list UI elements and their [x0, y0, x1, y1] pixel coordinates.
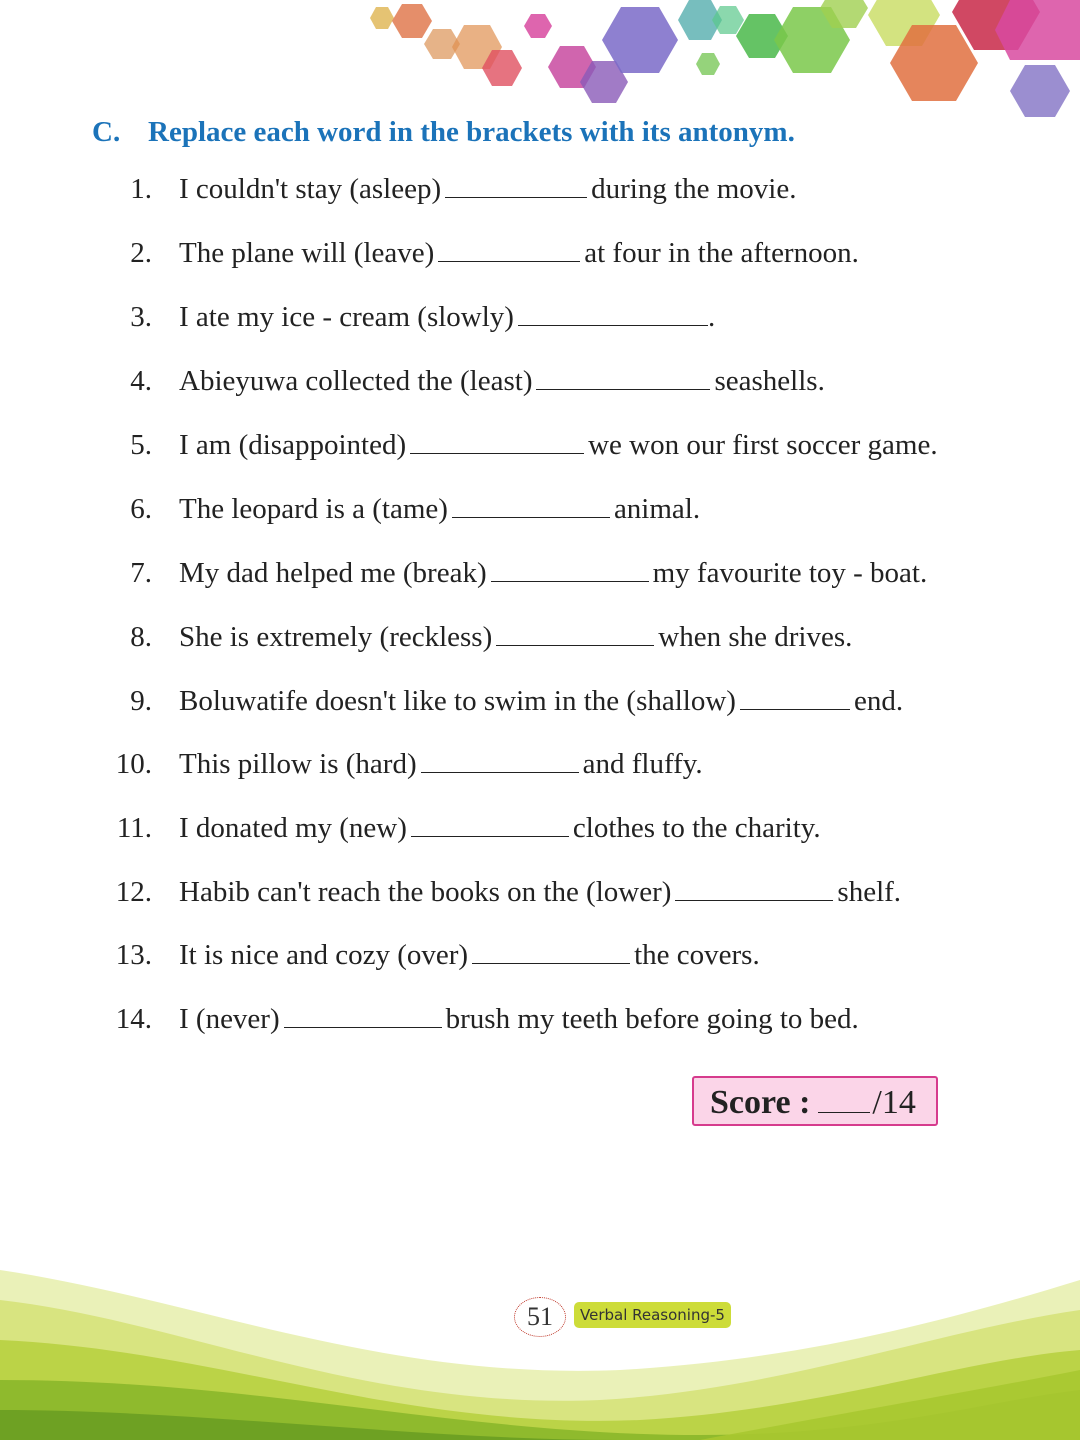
answer-blank[interactable] [518, 297, 708, 326]
item-number: 2. [130, 237, 152, 269]
item-number: 14. [115, 1003, 152, 1035]
item-text-after: animal. [613, 493, 701, 525]
list-item [100, 489, 1060, 529]
section-heading [92, 116, 795, 149]
item-number: 5. [130, 429, 152, 461]
list-item [100, 617, 1060, 657]
item-text-after: when she drives. [658, 621, 853, 653]
item-text-before: This pillow is (hard) [179, 748, 417, 780]
list-item [100, 681, 1060, 721]
answer-blank[interactable] [438, 233, 580, 262]
list-item [100, 935, 1060, 975]
item-text-before: The plane will (leave) [179, 237, 435, 269]
score-label: Score : [710, 1084, 811, 1121]
answer-blank[interactable] [536, 361, 710, 390]
item-text-before: She is extremely (reckless) [179, 621, 493, 653]
item-text-after: end. [853, 685, 904, 717]
item-text-after: brush my teeth before going to bed. [445, 1003, 859, 1035]
list-item [100, 425, 1060, 465]
item-text-after: at four in the afternoon. [584, 237, 859, 269]
answer-blank[interactable] [740, 681, 850, 710]
item-text-before: Habib can't reach the books on the (lower) [179, 876, 672, 908]
item-text-before: The leopard is a (tame) [179, 493, 448, 525]
item-text-after: seashells. [714, 365, 825, 397]
item-number: 1. [130, 173, 152, 205]
item-text-before: I ate my ice - cream (slowly) [179, 301, 514, 333]
item-text-before: I (never) [179, 1003, 280, 1035]
score-blank[interactable] [818, 1082, 870, 1113]
answer-blank[interactable] [421, 744, 579, 773]
book-title-tag: Verbal Reasoning-5 [574, 1302, 731, 1328]
answer-blank[interactable] [452, 489, 610, 518]
answer-blank[interactable] [496, 617, 654, 646]
item-text-after: and fluffy. [582, 748, 703, 780]
item-number: 6. [130, 493, 152, 525]
list-item [100, 999, 1060, 1039]
answer-blank[interactable] [491, 553, 649, 582]
item-text-before: My dad helped me (break) [179, 557, 487, 589]
list-item [100, 297, 1060, 337]
item-number: 11. [116, 812, 152, 844]
item-text-after: my favourite toy - boat. [652, 557, 928, 589]
section-letter: C. [92, 116, 121, 148]
item-number: 12. [115, 876, 152, 908]
item-text-after: clothes to the charity. [572, 812, 821, 844]
item-number: 4. [130, 365, 152, 397]
item-number: 13. [115, 939, 152, 971]
item-text-after: shelf. [837, 876, 902, 908]
item-number: 3. [130, 301, 152, 333]
item-number: 7. [130, 557, 152, 589]
list-item [100, 233, 1060, 273]
list-item [100, 169, 1060, 209]
list-item [100, 361, 1060, 401]
item-text-after: we won our first soccer game. [588, 429, 938, 461]
answer-blank[interactable] [445, 169, 587, 198]
item-text-before: I am (disappointed) [179, 429, 407, 461]
hexagon-decoration [0, 0, 1080, 130]
list-item [100, 872, 1060, 912]
item-text-before: It is nice and cozy (over) [179, 939, 469, 971]
section-instruction: Replace each word in the brackets with its antonym. [148, 116, 795, 148]
item-text-after: . [707, 301, 716, 333]
score-box [692, 1076, 938, 1126]
list-item [100, 808, 1060, 848]
answer-blank[interactable] [410, 425, 584, 454]
item-number: 10. [115, 748, 152, 780]
item-number: 9. [130, 685, 152, 717]
answer-blank[interactable] [472, 935, 630, 964]
item-text-before: Boluwatife doesn't like to swim in the (shallow) [179, 685, 736, 717]
answer-blank[interactable] [411, 808, 569, 837]
answer-blank[interactable] [675, 872, 833, 901]
wave-decoration [0, 1260, 1080, 1440]
item-number: 8. [130, 621, 152, 653]
item-text-after: during the movie. [591, 173, 797, 205]
score-total: /14 [872, 1084, 916, 1121]
item-text-before: I couldn't stay (asleep) [179, 173, 442, 205]
item-text-before: Abieyuwa collected the (least) [179, 365, 533, 397]
list-item [100, 744, 1060, 784]
page-number: 51 [514, 1297, 566, 1337]
item-text-before: I donated my (new) [179, 812, 407, 844]
item-text-after: the covers. [634, 939, 760, 971]
list-item [100, 553, 1060, 593]
answer-blank[interactable] [284, 999, 442, 1028]
